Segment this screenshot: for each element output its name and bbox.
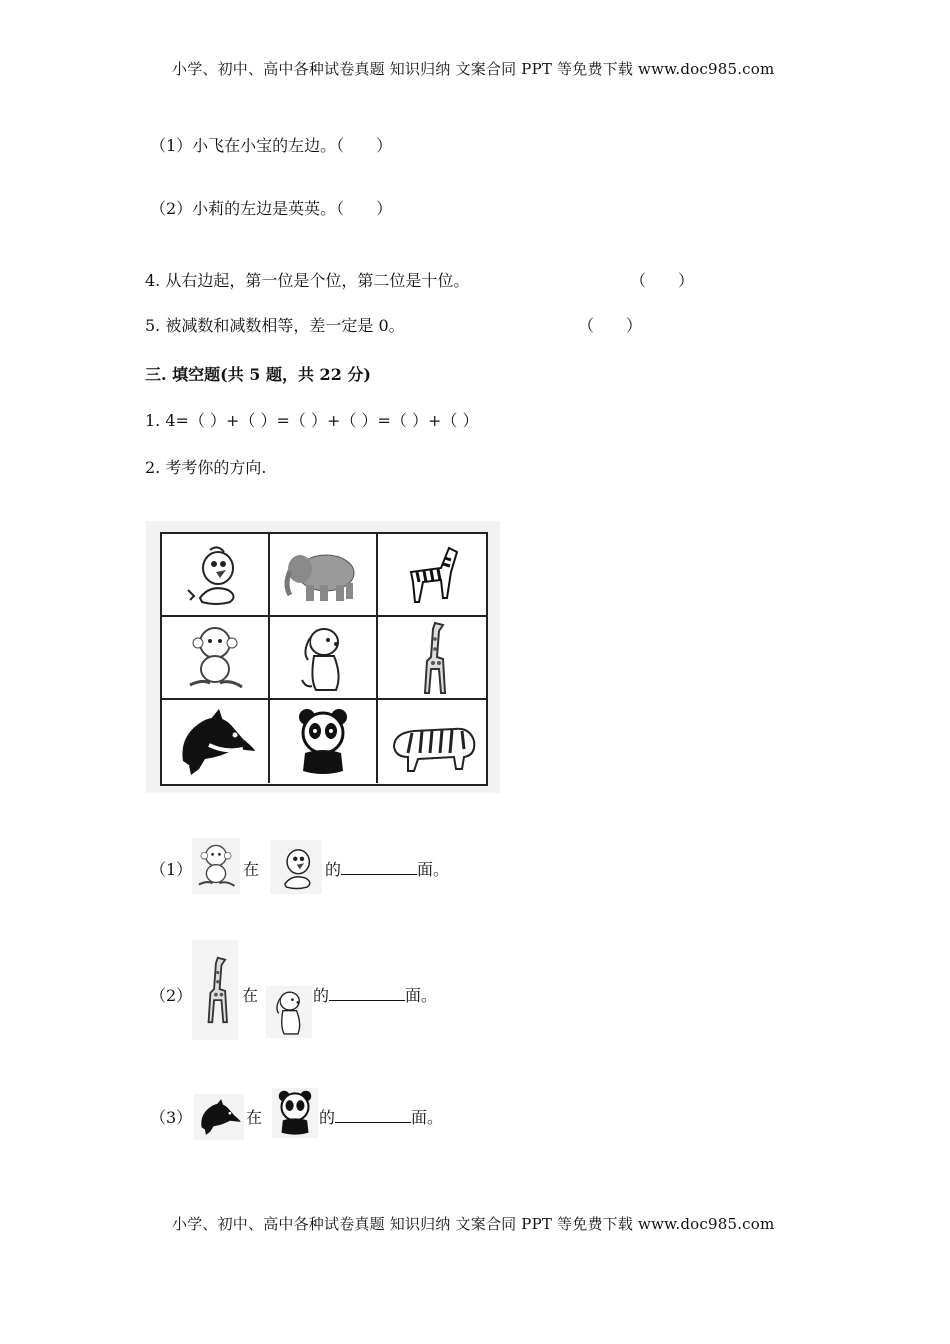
grid-cell-puppy — [270, 617, 378, 700]
monkey-icon — [192, 838, 240, 894]
subquestion-1-zai: 在 — [243, 860, 260, 879]
grid-cell-panda — [270, 700, 378, 783]
subquestion-3-zai: 在 — [246, 1108, 263, 1127]
grid-cell-monkey — [162, 617, 270, 700]
subquestion-3-mian: 面。 — [411, 1108, 444, 1127]
grid-cell-bird — [162, 534, 270, 617]
puppy-icon — [290, 620, 356, 696]
monkey-icon — [180, 621, 250, 695]
grid-cell-dolphin — [162, 700, 270, 783]
animal-grid-figure — [146, 521, 500, 793]
subquestion-2-de: 的 — [313, 986, 330, 1005]
bird-icon — [270, 840, 322, 894]
page-header: 小学、初中、高中各种试卷真题 知识归纳 文案合同 PPT 等免费下载 www.doc985.com — [172, 60, 775, 78]
subquestion-2-mian: 面。 — [405, 986, 438, 1005]
grid-cell-giraffe — [378, 617, 486, 700]
subquestion-2-thumb-a — [192, 940, 238, 1040]
subquestion-3-number: （3） — [150, 1108, 193, 1127]
subquestion-2-number: （2） — [150, 986, 193, 1005]
answer-paren-5[interactable]: （ ） — [578, 316, 643, 335]
dolphin-icon — [169, 705, 261, 779]
subquestion-3-de: 的 — [319, 1108, 336, 1127]
subquestion-3-answer — [319, 1105, 443, 1128]
answer-paren-4[interactable]: （ ） — [630, 271, 695, 290]
subquestion-2-thumb-b — [266, 986, 312, 1038]
subquestion-3-thumb-b — [272, 1088, 318, 1138]
answer-blank-1[interactable] — [341, 860, 417, 875]
subquestion-1-de: 的 — [325, 860, 342, 879]
elephant-icon — [280, 545, 366, 605]
panda-icon — [289, 705, 357, 779]
fill-question-1: 1. 4=（ ）+（ ）=（ ）+（ ）=（ ）+（ ） — [145, 411, 479, 430]
animal-grid — [160, 532, 488, 786]
subquestion-1-number: （1） — [150, 860, 193, 879]
section-title: 三. 填空题(共 5 题，共 22 分) — [145, 365, 371, 384]
judge-item-1: （1）小飞在小宝的左边。（ ） — [150, 136, 393, 155]
answer-blank-3[interactable] — [335, 1108, 411, 1123]
grid-cell-zebra — [378, 534, 486, 617]
puppy-icon — [266, 986, 312, 1038]
question-5: 5. 被减数和减数相等，差一定是 0。 — [145, 316, 405, 335]
answer-blank-2[interactable] — [329, 986, 405, 1001]
subquestion-2-answer — [313, 983, 437, 1006]
bird-icon — [180, 540, 250, 610]
panda-icon — [272, 1088, 318, 1138]
giraffe-icon — [407, 619, 457, 697]
zebra-icon — [397, 538, 467, 612]
dolphin-icon — [194, 1094, 244, 1140]
grid-cell-elephant — [270, 534, 378, 617]
subquestion-1-answer — [325, 857, 449, 880]
subquestion-2-zai: 在 — [242, 986, 259, 1005]
grid-cell-tiger — [378, 700, 486, 783]
giraffe-icon — [192, 940, 238, 1040]
fill-question-2: 2. 考考你的方向. — [145, 458, 267, 477]
subquestion-3-thumb-a — [194, 1094, 244, 1140]
judge-item-2: （2）小莉的左边是英英。（ ） — [150, 199, 393, 218]
question-4: 4. 从右边起，第一位是个位，第二位是十位。 — [145, 271, 470, 290]
subquestion-1-mian: 面。 — [417, 860, 450, 879]
subquestion-1-thumb-a — [192, 838, 240, 894]
subquestion-1-thumb-b — [270, 840, 322, 894]
page-footer: 小学、初中、高中各种试卷真题 知识归纳 文案合同 PPT 等免费下载 www.doc985.com — [172, 1215, 775, 1233]
tiger-icon — [384, 709, 480, 775]
